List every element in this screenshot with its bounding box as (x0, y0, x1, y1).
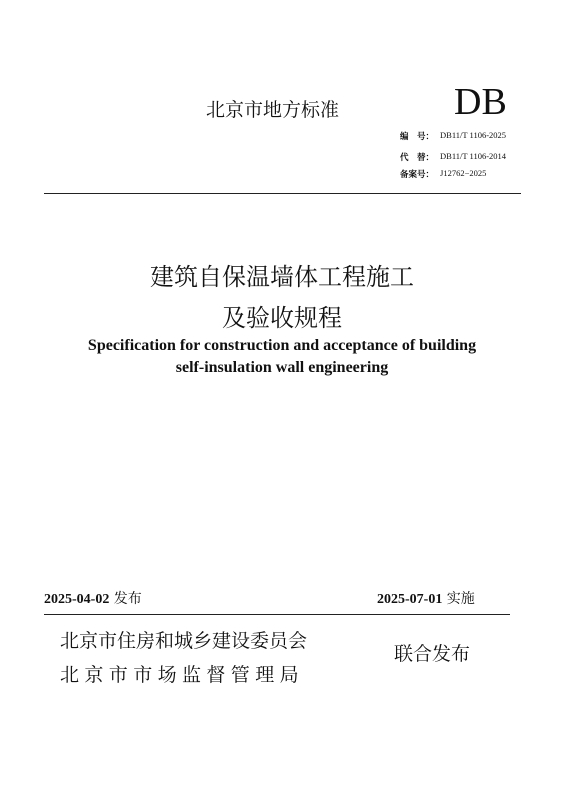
top-divider (44, 193, 521, 194)
issuer-housing-commission: 北京市住房和城乡建设委员会 (60, 630, 308, 652)
meta-number-label: 编 号： (400, 132, 435, 142)
meta-replaces-label: 代 替： (400, 153, 435, 163)
meta-replaces-value: DB11/T 1106-2014 (440, 151, 507, 161)
issue-date-label: 发布 (109, 591, 142, 607)
bottom-divider (44, 614, 510, 615)
title-en-line1: Specification for construction and acceptance of building (87, 337, 477, 354)
standard-code: DB (454, 81, 507, 123)
standard-type: 北京市地方标准 (206, 99, 340, 121)
meta-number-value: DB11/T 1106-2025 (440, 130, 507, 140)
title-en-line2: self-insulation wall engineering (175, 359, 389, 376)
meta-number-row (400, 130, 506, 142)
implementation-date-value: 2025-07-01 (377, 592, 443, 607)
implementation-date-label: 实施 (442, 591, 475, 607)
issuer-market-supervision: 北京市市场监督管理局 (60, 664, 305, 686)
meta-filing-row (400, 168, 486, 180)
issue-date-value: 2025-04-02 (44, 592, 110, 607)
joint-issue-label: 联合发布 (394, 643, 471, 665)
title-zh-line1: 建筑自保温墙体工程施工 (150, 263, 414, 291)
issue-date (44, 588, 142, 608)
meta-filing-label: 备案号： (400, 170, 435, 180)
meta-replaces-row (400, 151, 506, 163)
title-zh-line2: 及验收规程 (222, 304, 342, 332)
implementation-date (377, 588, 475, 608)
meta-filing-value: J12762−2025 (440, 168, 487, 178)
